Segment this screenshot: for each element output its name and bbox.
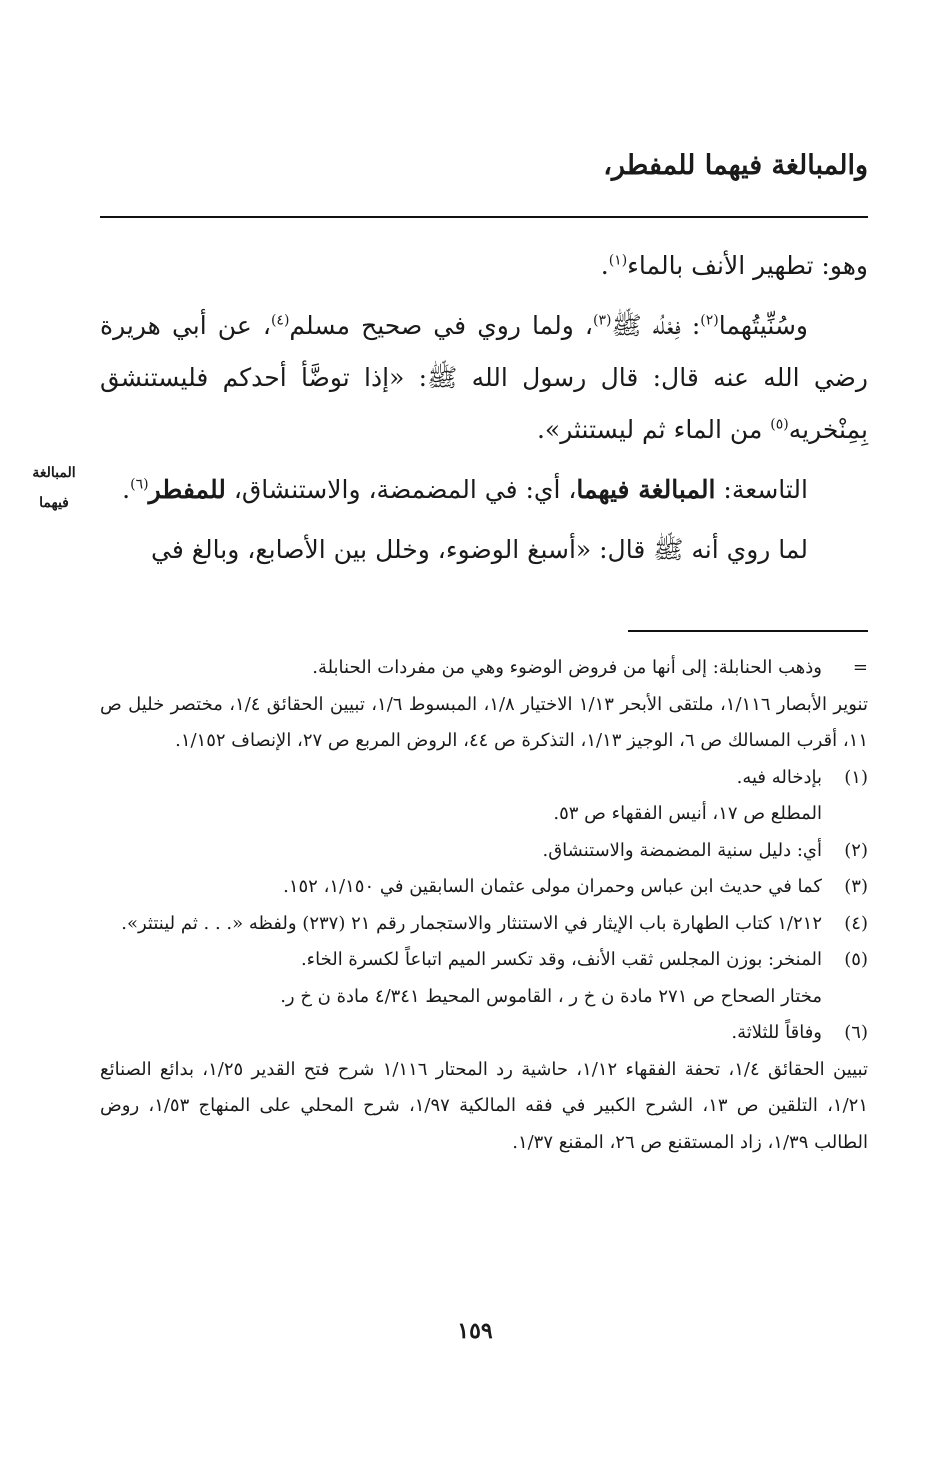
footnote-mark: (٢) [844, 839, 868, 861]
paragraph-text: لما روي أنه ﷺ قال: «أسبغ الوضوء، وخلل بين الأصابع، وبالغ في [151, 535, 808, 564]
paragraph-definition [100, 240, 868, 292]
footnote-ref: (٥) [770, 416, 789, 433]
footnote-text: بإدخاله فيه. [736, 766, 822, 788]
footnote-text: ١/٢١٢ كتاب الطهارة باب الإيثار في الاستنثار والاستجمار رقم ٢١ (٢٣٧) ولفظه «. . . ثم لينتثر». [121, 912, 822, 934]
footnote-divider [628, 630, 868, 632]
paragraph-hadith [100, 524, 868, 576]
footnote-body [100, 942, 822, 1015]
footnotes [100, 650, 868, 1161]
section-header-text: والمبالغة فيهما للمفطر، [603, 150, 868, 181]
footnote-4 [100, 906, 868, 943]
footnote-text: كما في حديث ابن عباس وحمران مولى عثمان السابقين في ١/١٥٠، ١٥٢. [283, 876, 822, 897]
footnote-ref: (٢) [700, 312, 719, 329]
paragraph-evidence [100, 300, 868, 456]
footnote-mark: (٦) [844, 1022, 868, 1043]
footnote-mark: = [852, 657, 868, 678]
footnote-text: مختار الصحاح ص ٢٧١ مادة ن خ ر ، القاموس المحيط ٤/٣٤١ مادة ن خ ر. [280, 985, 822, 1007]
header-divider [100, 216, 868, 218]
footnote-6 [100, 1015, 868, 1052]
footnote-text: أي: دليل سنية المضمضة والاستنشاق. [542, 839, 822, 861]
paragraph-text: : فِعْلُه ﷺ [611, 311, 701, 340]
footnote-mark: (٥) [844, 949, 868, 970]
footnote-text: المطلع ص ١٧، أنيس الفقهاء ص ٥٣. [553, 803, 822, 824]
footnote-text: وفاقاً للثلاثة. [731, 1022, 822, 1043]
bold-term: المبالغة فيهما [576, 475, 716, 504]
paragraph-ninth [100, 464, 868, 516]
footnote-ref: (٣) [592, 312, 612, 329]
footnote-1 [100, 760, 868, 833]
footnote-text: المنخر: بوزن المجلس ثقب الأنف، وقد تكسر الميم اتباعاً لكسرة الخاء. [300, 949, 822, 970]
paragraph-text: وهو: تطهير الأنف بالماء [627, 251, 868, 280]
footnote-ref: (٤) [270, 312, 290, 329]
footnote-sources: تبيين الحقائق ١/٤، تحفة الفقهاء ١/١٢، حاشية رد المحتار ١/١١٦ شرح فتح القدير ١/٢٥، بدائع الصنائع ١/٢١، التلقين ص ١٣، الشرح الكبير في فقه المالكية ١/٩٧، شرح المحلي على المنهاج ١/٥٣، روض الطالب ١/٣٩، زاد المستقنع ص ٢٦، المقنع ١/٣٧. [100, 1058, 868, 1153]
paragraph-text: التاسعة: [715, 475, 808, 504]
paragraph-text: من الماء ثم ليستنثر». [536, 415, 771, 444]
footnote-5 [100, 942, 868, 1015]
footnote-body [100, 760, 822, 833]
footnote-text: وذهب الحنابلة: إلى أنها من فروض الوضوء وهي من مفردات الحنابلة. [312, 657, 822, 678]
margin-note-line: المبالغة [32, 465, 76, 481]
footnote-continuation [100, 650, 868, 687]
bold-term: للمفطر [148, 475, 226, 504]
paragraph-text: ، عن أبي هريرة رضي الله عنه قال: قال رسول الله ﷺ: «إذا توضَّأ أحدكم فليستنشق بِمِنْخريه [100, 311, 868, 444]
paragraph-text: . [600, 251, 609, 280]
footnote-ref: (٦) [130, 476, 149, 493]
section-header [603, 150, 868, 181]
main-text [100, 240, 868, 584]
footnote-sources: تنوير الأبصار ١/١١٦، ملتقى الأبحر ١/١٣ الاختيار ١/٨، المبسوط ١/٦، تبيين الحقائق ١/٤، مختصر خليل ص ١١، أقرب المسالك ص ٦، الوجيز ١/١٣، التذكرة ص ٤٤، الروض المربع ص ٢٧، الإنصاف ١/١٥٢. [100, 693, 869, 751]
footnote-mark: (٣) [844, 876, 868, 897]
paragraph-text: ، ولما روي في صحيح مسلم [289, 311, 593, 340]
footnote-mark: (٤) [844, 912, 868, 934]
footnote-mark: (١) [844, 766, 868, 788]
footnote-3 [100, 869, 868, 906]
margin-note-line: فيهما [39, 495, 69, 511]
footnote-2 [100, 833, 868, 870]
margin-note [18, 458, 90, 518]
page-number: ١٥٩ [457, 1318, 493, 1344]
paragraph-text: ، أي: في المضمضة، والاستنشاق، [225, 475, 577, 504]
paragraph-text: وسُنِّيتُهما [718, 311, 808, 340]
footnote-ref: (١) [608, 252, 628, 269]
paragraph-text: . [122, 475, 131, 504]
